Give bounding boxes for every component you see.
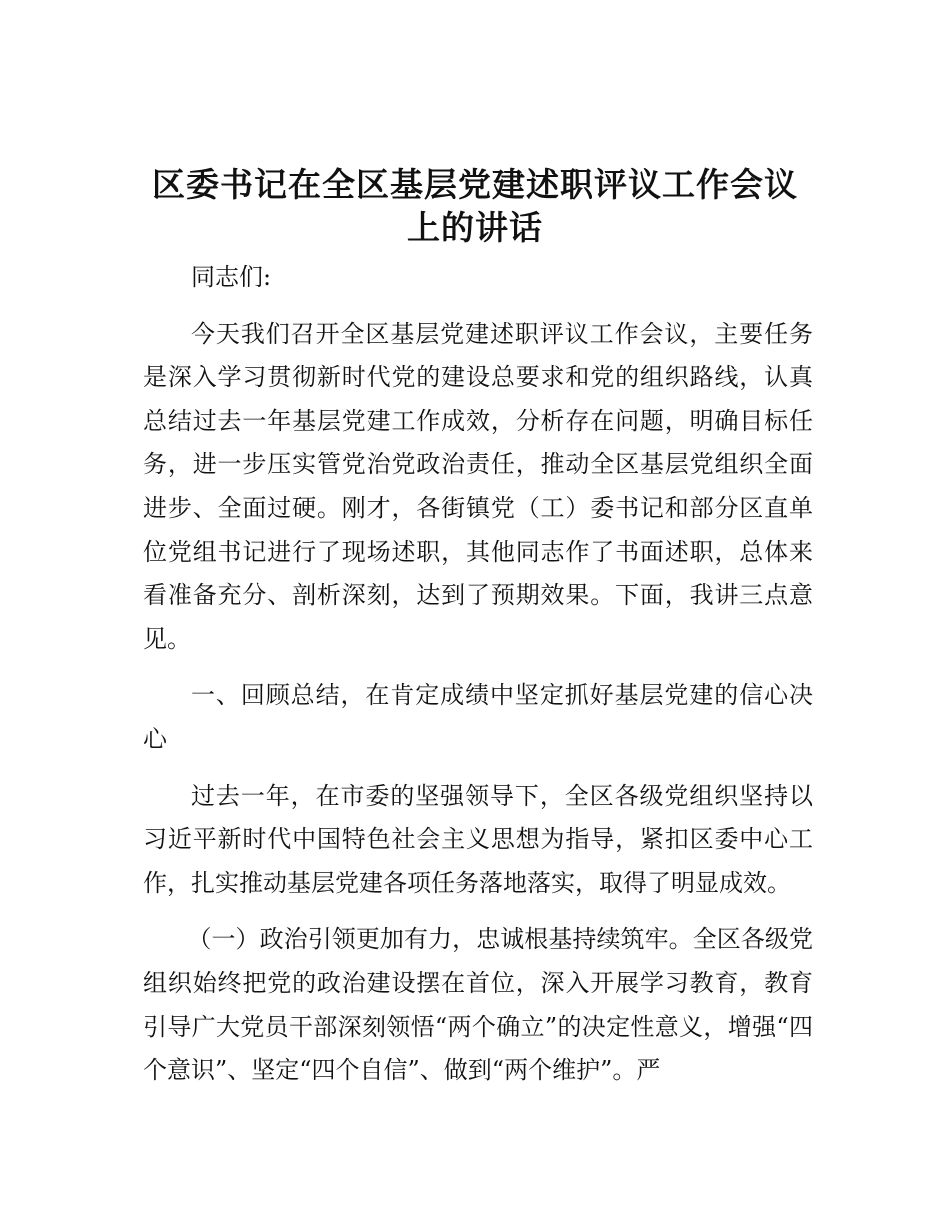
salutation: 同志们: [191,263,272,291]
paragraph-subsection-1: （一）政治引领更加有力，忠诚根基持续筑牢。全区各级党组织始终把党的政治建设摆在首位，深入开展学习教育，教育引导广大党员干部深刻领悟“两个确立”的决定性意义，增强“四个意识”、坚定“四个自信”、做到“两个维护”。严 [143,925,813,1085]
paragraph-review: 过去一年，在市委的坚强领导下，全区各级党组织坚持以习近平新时代中国特色社会主义思想为指导，紧扣区委中心工作，扎实推动基层党建各项任务落地落实，取得了明显成效。 [143,781,813,897]
document-body [143,256,813,1093]
paragraph-intro: 今天我们召开全区基层党建述职评议工作会议，主要任务是深入学习贯彻新时代党的建设总要求和党的组织路线，认真总结过去一年基层党建工作成效，分析存在问题，明确目标任务，进一步压实管党治党政治责任，推动全区基层党组织全面进步、全面过硬。刚才，各街镇党（工）委书记和部分区直单位党组书记进行了现场述职，其他同志作了书面述职，总体来看准备充分、剖析深刻，达到了预期效果。下面，我讲三点意见。 [143,319,813,653]
document-title: 区委书记在全区基层党建述职评议工作会议上的讲话 [152,165,798,247]
section-heading-1: 一、回顾总结，在肯定成绩中坚定抓好基层党建的信心决心 [143,681,813,753]
